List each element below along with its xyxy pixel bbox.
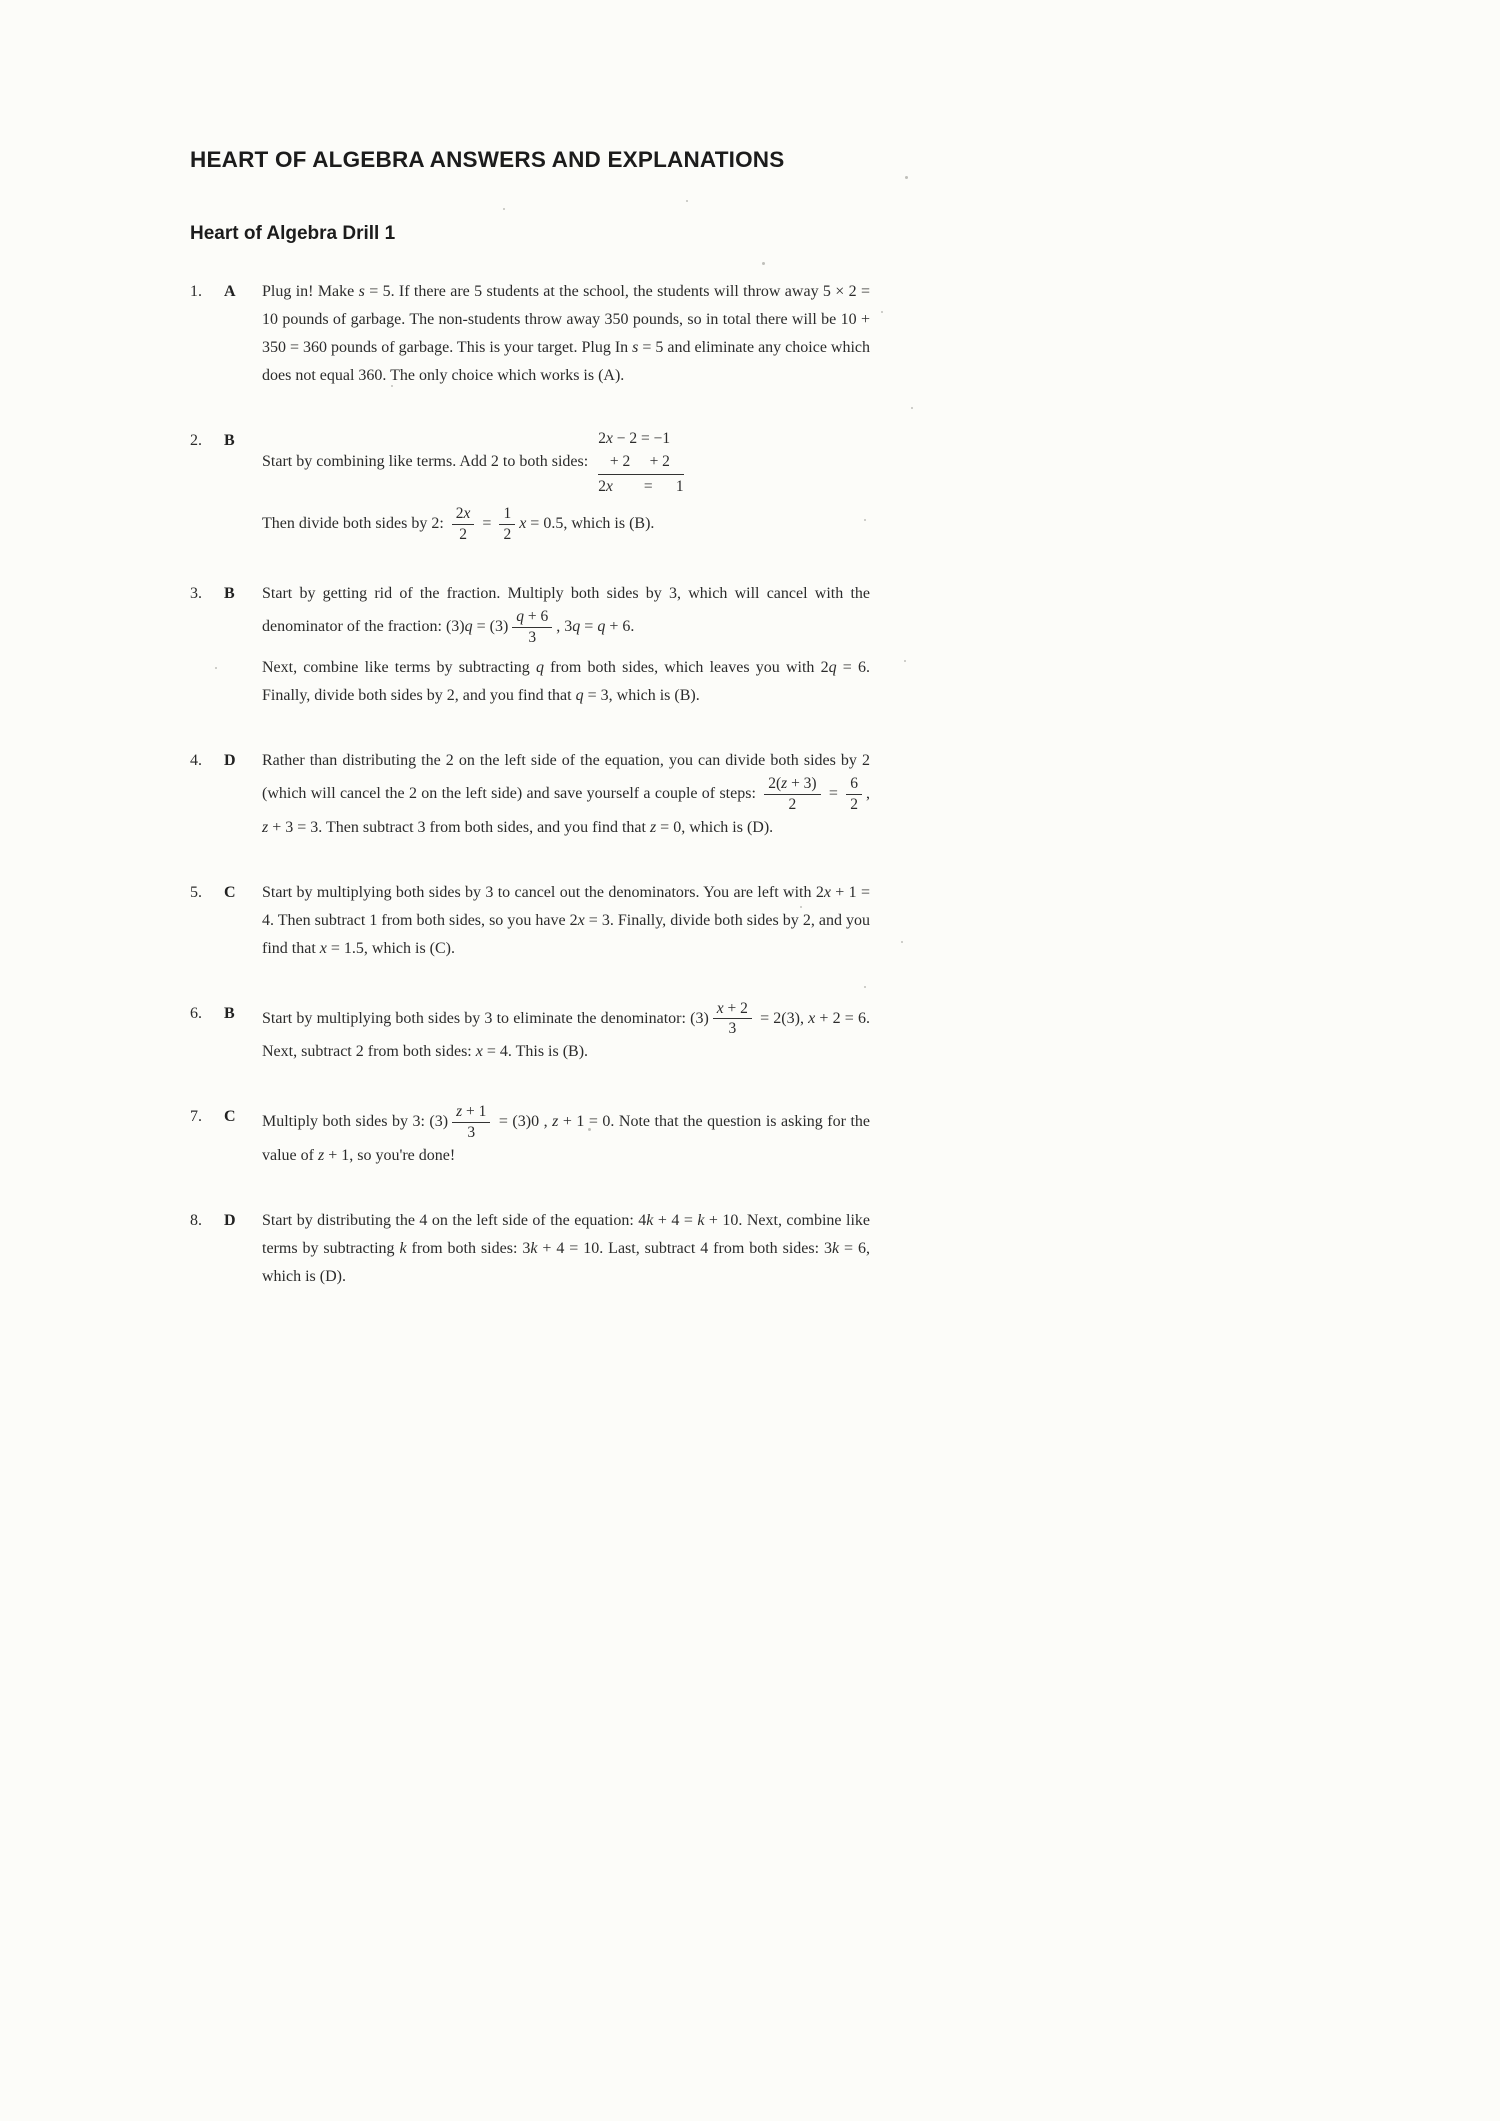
answer-letter: C [224,883,236,901]
explanation-paragraph: Rather than distributing the 2 on the left side of the equation, you can divide both sides by 2 (which will cancel the 2 on the left side) and save yourself a couple of steps: $\frac{2(z + 3)}{2}$ = $\frac{6}{2}$ , z + 3 = 3. Then subtract 3 from both sides, and you find that z = 0, which is (D). [262,752,870,836]
page-content [190,146,870,1328]
explanation-paragraph: Start by getting rid of the fraction. Multiply both sides by 3, which will cancel with the denominator of the fraction: (3)q = (3) $\frac{q + 6}{3}$ , 3q = q + 6. [262,585,870,647]
explanation [262,879,870,963]
question-number: 4. [190,752,202,769]
equation-line: 2x − 2 = −1 [598,430,671,447]
answer-item-4 [190,747,870,842]
answer-list [190,278,870,1291]
answer-letter: B [224,432,235,449]
explanation-paragraph: Start by multiplying both sides by 3 to cancel out the denominators. You are left with 2x + 1 = 4. Then subtract 1 from both sides, so you have 2x = 3. Finally, divide both sides by 2, and you find that x = 1.5, which is (C). [262,883,871,957]
explanation-paragraph: Plug in! Make s = 5. If there are 5 students at the school, the students will throw away 5 × 2 = 10 pounds of garbage. The non-students throw away 350 pounds, so in total there will be 10 + 350 = 360 pounds of garbage. This is your target. Plug In s = 5 and eliminate any choice which does not equal 360. The only choice which works is (A). [262,283,871,384]
answer-item-6 [190,1000,870,1067]
explanation-paragraph: Start by multiplying both sides by 3 to eliminate the denominator: (3) $\frac{x + 2}{3}$ = 2(3), x + 2 = 6. Next, subtract 2 from both sides: x = 4. This is (B). [262,999,871,1061]
equation-stack [598,427,683,498]
explanation [262,427,870,543]
scan-speck [911,407,913,409]
answer-item-7 [190,1103,870,1170]
answer-letter: D [224,752,236,769]
scan-speck [904,660,906,662]
question-number: 8. [190,1211,202,1229]
question-number: 5. [190,883,202,901]
scan-speck [881,311,883,313]
equation-line: 2x = 1 [598,477,684,495]
answer-item-5 [190,879,870,963]
page-title: HEART OF ALGEBRA ANSWERS AND EXPLANATIONS [190,147,785,172]
answer-item-8 [190,1207,870,1291]
question-number: 7. [190,1108,202,1126]
answer-letter: D [224,1211,236,1229]
fraction: $\frac{q + 6}{3}$ [512,608,552,647]
explanation-paragraph: Start by distributing the 4 on the left side of the equation: 4k + 4 = k + 10. Next, combine like terms by subtracting k from both sides: 3k + 4 = 10. Last, subtract 4 from both sides: 3k = 6, which is (D). [262,1211,871,1285]
question-number: 2. [190,432,202,449]
answer-letter: A [224,283,236,300]
explanation [262,278,870,390]
question-number: 1. [190,283,202,300]
explanation-paragraph: Then divide both sides by 2: $\frac{2x}{2}$ = $\frac{1}{2}$ x = 0.5, which is (B). [262,504,655,543]
section-heading: Heart of Algebra Drill 1 [190,223,396,244]
fraction: $\frac{6}{2}$ [846,775,862,814]
question-number: 6. [190,1004,202,1022]
explanation [262,1000,870,1067]
answer-item-1 [190,278,870,390]
answer-item-3 [190,580,870,710]
fraction: $\frac{x + 2}{3}$ [713,1000,752,1039]
answer-letter: B [224,1004,235,1022]
fraction: $\frac{1}{2}$ [499,505,515,544]
fraction: $\frac{z + 1}{3}$ [452,1103,490,1142]
answer-item-2 [190,427,870,543]
explanation-paragraph: Start by combining like terms. Add 2 to both sides: 2x − 2 = −1 + 2 + 2 2x = 1 [262,427,870,498]
fraction: $\frac{2(z + 3)}{2}$ [764,775,820,814]
fraction: $\frac{2x}{2}$ [452,505,475,544]
answer-letter: B [224,585,235,603]
question-number: 3. [190,585,202,603]
explanation [262,747,870,842]
explanation [262,580,870,710]
explanation-paragraph: Next, combine like terms by subtracting q from both sides, which leaves you with 2q = 6. Finally, divide both sides by 2, and you find that q = 3, which is (B). [262,659,870,704]
scan-speck [905,176,908,179]
explanation [262,1103,870,1170]
equation-line: + 2 + 2 [598,450,683,474]
answer-letter: C [224,1108,236,1126]
scan-speck [901,941,903,943]
explanation [262,1207,870,1291]
explanation-paragraph: Multiply both sides by 3: (3) $\frac{z + 1}{3}$ = (3)0 , z + 1 = 0. Note that the question is asking for the value of z + 1, so you're done! [262,1103,870,1164]
